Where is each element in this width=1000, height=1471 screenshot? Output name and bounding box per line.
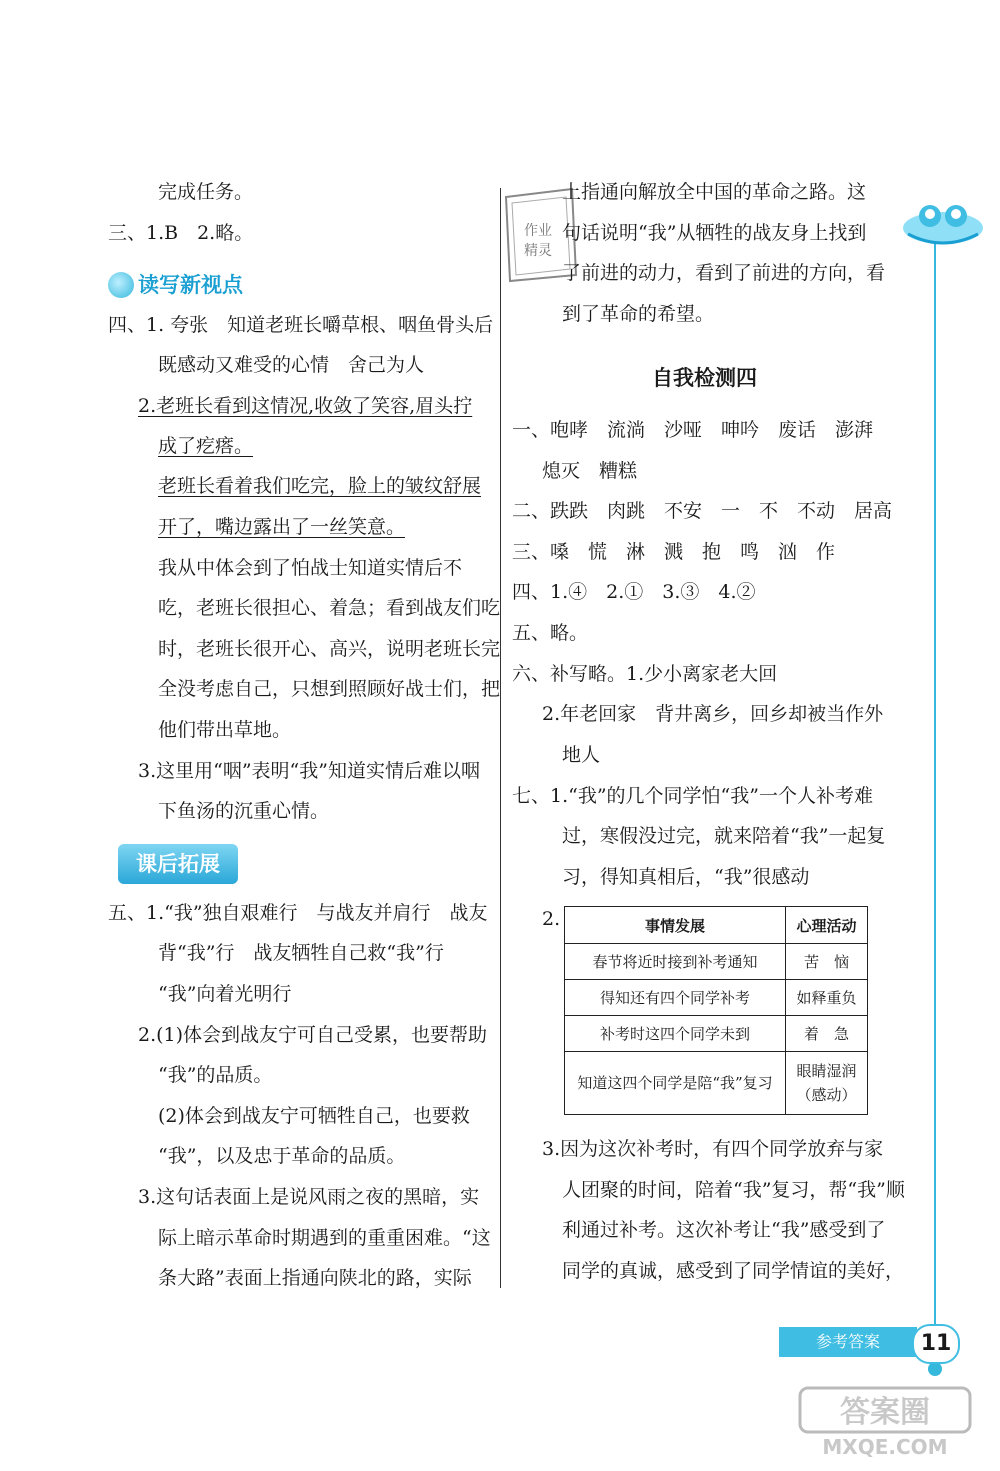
table-cell: 得知还有四个同学补考 [565,980,786,1016]
answer-line: 条大路”表面上指通向陕北的路，实际 [158,1267,472,1289]
answer-line: 成了疙瘩。 [158,435,254,457]
table-row [565,1016,868,1052]
footer-label: 参考答案 [779,1327,917,1357]
table-cell: 眼睛湿润 （感动） [786,1052,868,1115]
answer-line: 吃，老班长很担心、着急；看到战友们吃 [158,597,501,619]
page-number: 11 [912,1324,960,1364]
answer-line: 同学的真诚，感受到了同学情谊的美好， [562,1260,905,1282]
answer-line: 3.这里用“咽”表明“我”知道实情后难以咽 [138,760,480,782]
answer-line: 七、1.“我”的几个同学怕“我”一个人补考难 [512,785,873,807]
answer-line: 上指通向解放全中国的革命之路。这 [562,181,867,203]
answer-line: “我”，以及忠于革命的品质。 [158,1145,406,1167]
section-bubble-icon [108,272,134,298]
answer-line: 人团聚的时间，陪着“我”复习，帮“我”顺 [562,1179,905,1201]
svg-text:MXQE.COM: MXQE.COM [822,1435,948,1459]
answer-line: 一、咆哮 流淌 沙哑 呻吟 废话 澎湃 [512,419,874,441]
answer-line: 二、跌跌 肉跳 不安 一 不 不动 居高 [512,500,893,522]
answer-line: 2. [542,908,561,930]
answer-line: 三、嗓 慌 淋 溅 抱 鸣 汹 作 [512,541,836,563]
watermark-logo-icon [790,1380,980,1460]
section-badge-extension: 课后拓展 [118,844,238,884]
answer-line: 了前进的动力，看到了前进的方向，看 [562,262,886,284]
answer-line: 3.因为这次补考时，有四个同学放弃与家 [542,1138,884,1160]
answer-line: (2)体会到战友宁可牺牲自己，也要救 [158,1105,470,1127]
answer-line: 句话说明“我”从牺牲的战友身上找到 [562,222,867,244]
emotion-table [564,906,868,1115]
answer-line: 下鱼汤的沉重心情。 [158,800,330,822]
table-row [565,944,868,980]
answer-line: 开了，嘴边露出了一丝笑意。 [158,516,406,538]
answer-line: “我”的品质。 [158,1064,273,1086]
table-cell: 知道这四个同学是陪“我”复习 [565,1052,786,1115]
table-cell: 着 急 [786,1016,868,1052]
answer-line: 完成任务。 [158,181,254,203]
table-cell: 如释重负 [786,980,868,1016]
answer-line: 3.这句话表面上是说风雨之夜的黑暗，实 [138,1186,480,1208]
answer-line: 熄灭 糟糕 [542,460,638,482]
table-cell: 补考时这四个同学未到 [565,1016,786,1052]
answer-line: 到了革命的希望。 [562,303,715,325]
answer-line: 利通过补考。这次补考让“我”感受到了 [562,1219,886,1241]
answer-line: 六、补写略。1.少小离家老大回 [512,663,778,685]
answer-line: 既感动又难受的心情 舍己为人 [158,354,425,376]
svg-text:精灵: 精灵 [524,243,552,259]
table-header-cell: 心理活动 [786,907,868,944]
answer-line: 四、1.④ 2.① 3.③ 4.② [512,581,756,603]
answer-line: 五、1.“我”独自艰难行 与战友并肩行 战友 [108,902,488,924]
answer-line: 际上暗示革命时期遇到的重重困难。“这 [158,1227,491,1249]
svg-text:答案圈: 答案圈 [840,1395,930,1430]
answer-line: 全没考虑自己，只想到照顾好战士们，把 [158,678,501,700]
section-title-reading: 读写新视点 [138,273,243,297]
answer-line: 习，得知真相后，“我”很感动 [562,866,810,888]
column-divider [500,188,501,1288]
svg-text:作业: 作业 [524,223,552,239]
answer-line: 老班长看着我们吃完，脸上的皱纹舒展 [158,475,482,497]
table-header-cell: 事情发展 [565,907,786,944]
answer-line: 时，老班长很开心、高兴，说明老班长完 [158,638,501,660]
answer-line: 2.(1)体会到战友宁可自己受累，也要帮助 [138,1024,488,1046]
table-row [565,1052,868,1115]
section-heading-self-test: 自我检测四 [652,366,757,390]
answer-line: 三、1.B 2.略。 [108,222,254,244]
answer-line: 2.老班长看到这情况,收敛了笑容,眉头拧 [138,395,473,417]
answer-line: 四、1. 夸张 知道老班长嚼草根、咽鱼骨头后 [108,314,494,336]
answer-line: 背“我”行 战友牺牲自己救“我”行 [158,942,444,964]
answer-line: 过，寒假没过完，就来陪着“我”一起复 [562,825,886,847]
answer-line: 我从中体会到了怕战士知道实情后不 [158,557,463,579]
table-cell: 春节将近时接到补考通知 [565,944,786,980]
mascot-icon [898,190,988,250]
answer-line: 2.年老回家 背井离乡，回乡却被当作外 [542,703,884,725]
margin-line-dot [928,1362,942,1376]
table-row [565,980,868,1016]
table-cell: 苦 恼 [786,944,868,980]
answer-line: “我”向着光明行 [158,983,292,1005]
answer-line: 地人 [562,744,601,766]
table-header-row [565,907,868,944]
answer-line: 他们带出草地。 [158,719,292,741]
margin-line [934,230,936,1370]
answer-line: 五、略。 [512,622,589,644]
